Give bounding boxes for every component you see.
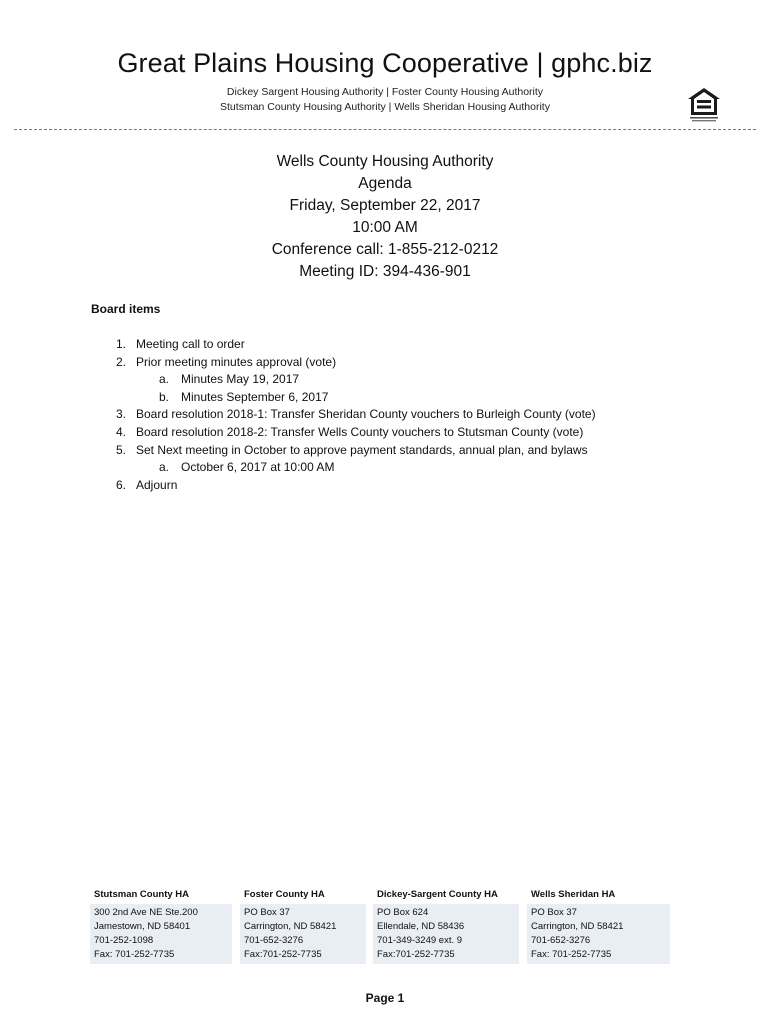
page-number: Page 1 — [365, 991, 405, 1005]
document-type: Agenda — [358, 175, 412, 192]
office-phone: 701-349-3249 ext. 9 — [377, 935, 463, 946]
equal-housing-opportunity-icon — [686, 86, 722, 124]
office-name: Dickey-Sargent County HA — [377, 889, 498, 900]
office-fax: Fax: 701-252-7735 — [94, 949, 175, 960]
list-item — [108, 442, 748, 460]
item-text: Minutes May 19, 2017 — [181, 372, 300, 387]
list-subitem — [108, 371, 748, 389]
office-phone: 701-652-3276 — [531, 935, 591, 946]
office-address: PO Box 37 — [244, 907, 290, 918]
meeting-date: Friday, September 22, 2017 — [289, 197, 481, 214]
office-city: Ellendale, ND 58436 — [377, 921, 465, 932]
office-phone: 701-252-1098 — [94, 935, 154, 946]
office-address: 300 2nd Ave NE Ste.200 — [94, 907, 198, 918]
item-text: October 6, 2017 at 10:00 AM — [181, 460, 335, 475]
header-divider — [14, 129, 756, 130]
item-number: a. — [158, 460, 169, 475]
item-number: 1. — [115, 337, 126, 351]
office-fax: Fax:701-252-7735 — [244, 949, 322, 960]
meeting-id: Meeting ID: 394-436-901 — [299, 263, 471, 280]
organization-name: Wells County Housing Authority — [276, 153, 494, 170]
item-number: 6. — [115, 477, 126, 492]
office-foster — [240, 887, 366, 964]
item-number: 3. — [115, 407, 126, 422]
list-item — [108, 424, 748, 442]
item-text: Prior meeting minutes approval (vote) — [136, 354, 337, 369]
office-wells-sheridan — [527, 887, 670, 964]
office-details — [240, 904, 366, 964]
office-phone: 701-652-3276 — [244, 935, 304, 946]
meeting-heading — [0, 151, 770, 283]
page-title: Great Plains Housing Cooperative | gphc.biz — [117, 48, 653, 78]
office-details — [373, 904, 519, 964]
office-name: Foster County HA — [244, 889, 325, 900]
list-subitem — [108, 459, 748, 477]
conference-call: Conference call: 1-855-212-0212 — [271, 241, 499, 258]
item-text: Board resolution 2018-2: Transfer Wells County vouchers to Stutsman County (vote) — [136, 424, 584, 439]
office-stutsman — [90, 887, 232, 964]
office-details — [527, 904, 670, 964]
item-text: Adjourn — [136, 477, 178, 492]
item-number: 2. — [115, 354, 126, 369]
item-text: Minutes September 6, 2017 — [181, 389, 329, 404]
office-fax: Fax: 701-252-7735 — [531, 949, 612, 960]
list-subitem — [108, 389, 748, 407]
meeting-time: 10:00 AM — [352, 219, 418, 236]
subtitle-line-1: Dickey Sargent Housing Authority | Foster County Housing Authority — [226, 86, 544, 98]
list-item — [108, 354, 748, 372]
item-number: 5. — [115, 442, 126, 457]
office-dickey-sargent — [373, 887, 519, 964]
item-text: Board resolution 2018-1: Transfer Sheridan County vouchers to Burleigh County (vote) — [136, 407, 596, 422]
office-details — [90, 904, 232, 964]
office-name: Wells Sheridan HA — [531, 889, 616, 900]
item-number: 4. — [115, 424, 126, 439]
subtitle-line-2: Stutsman County Housing Authority | Wells Sheridan Housing Authority — [220, 101, 550, 113]
board-items-heading: Board items — [91, 302, 161, 316]
office-fax: Fax:701-252-7735 — [377, 949, 455, 960]
list-item — [108, 336, 748, 354]
office-city: Carrington, ND 58421 — [531, 921, 624, 932]
office-name: Stutsman County HA — [94, 889, 189, 900]
office-city: Carrington, ND 58421 — [244, 921, 337, 932]
item-text: Meeting call to order — [136, 337, 245, 351]
list-item — [108, 406, 748, 424]
office-address: PO Box 624 — [377, 907, 429, 918]
item-number: a. — [158, 372, 169, 387]
item-text: Set Next meeting in October to approve payment standards, annual plan, and bylaws — [136, 442, 588, 457]
item-number: b. — [158, 389, 169, 404]
office-city: Jamestown, ND 58401 — [94, 921, 191, 932]
agenda-list — [108, 336, 748, 494]
list-item — [108, 477, 748, 495]
office-address: PO Box 37 — [531, 907, 577, 918]
